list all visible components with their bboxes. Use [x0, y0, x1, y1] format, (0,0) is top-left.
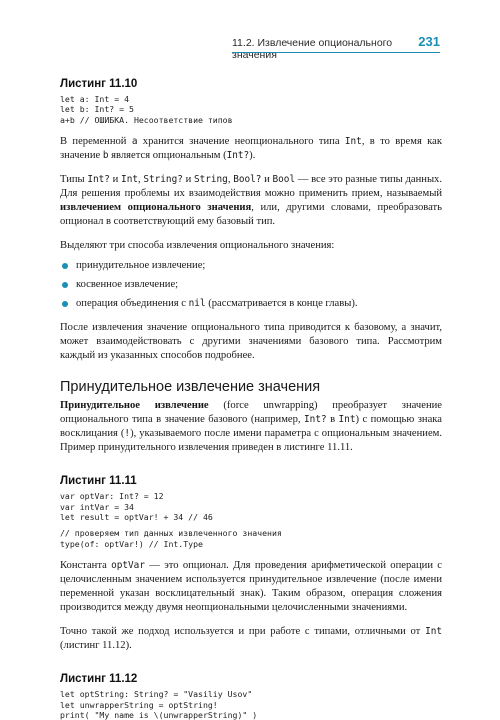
list-item: операция объединения с nil (рассматривается в конце главы).: [60, 297, 442, 311]
code-block: [60, 491, 442, 549]
bullet-icon: [62, 263, 68, 269]
bullet-icon: [62, 301, 68, 307]
listing-title: Листинг 11.12: [60, 673, 138, 686]
code-line: a+b // ОШИБКА. Несоответствие типов: [60, 114, 233, 125]
section-heading: Принудительное извлечение значения: [60, 379, 321, 396]
paragraph: Принудительное извлечение (force unwrapping) преобразует значение опционального типа в значение базового (например, Int? в Int) с помощью знака восклицания (!), указываемого после имени параметра с опциональным значением. Пример принудительного извлечения приведен в листинге 11.11.: [60, 400, 443, 454]
code-block: [60, 689, 442, 720]
page-number: 231: [418, 34, 440, 49]
bullet-icon: [62, 282, 68, 288]
code-block: [60, 94, 442, 125]
code-line: let unwrapperString = optString!: [60, 699, 218, 710]
code-line: let b: Int? = 5: [60, 104, 134, 115]
header-rule: [232, 52, 440, 53]
term-bold: Принудительное извлечение: [60, 400, 209, 412]
code-line: type(of: optVar!) // Int.Type: [60, 538, 203, 549]
paragraph: Типы Int? и Int, String? и String, Bool? и Bool — все это разные типы данных. Для решения проблемы их взаимодействия можно применить прием, называемый извлечением опционального значения, или, другими словами, преобразовать опционал в соответствующий ему базовый тип.: [60, 174, 443, 228]
paragraph: В переменной a хранится значение неопционального типа Int, в то время как значение b является опциональным (Int?).: [60, 136, 442, 162]
listing-title: Листинг 11.10: [60, 78, 138, 90]
code-line: var intVar = 34: [60, 501, 134, 512]
list-item: принудительное извлечение;: [60, 259, 442, 273]
page-content: [60, 60, 442, 720]
code-line: let result = optVar! + 34 // 46: [60, 512, 213, 523]
header-title: 11.2. Извлечение опционального значения: [232, 37, 393, 61]
list-item: косвенное извлечение;: [60, 278, 442, 292]
code-line: // проверяем тип данных извлеченного значения: [60, 528, 282, 539]
paragraph: Точно такой же подход используется и при работе с типами, отличными от Int (листинг 11.12).: [60, 626, 442, 652]
code-line: print( "My name is \(unwrapperString)" ): [60, 710, 258, 720]
code-line: var optVar: Int? = 12: [60, 491, 164, 502]
running-header: [232, 34, 440, 61]
code-line: let optString: String? = "Vasiliy Usov": [60, 689, 253, 700]
term-bold: извлечением опционального значения: [60, 202, 252, 214]
code-line: let a: Int = 4: [60, 94, 130, 104]
paragraph: После извлечения значение опционального типа приводится к базовому, а значит, может взаимодействовать с другими значениями базового типа. Рассмотрим каждый из указанных способов подробнее.: [60, 322, 442, 362]
paragraph: Константа optVar — это опционал. Для проведения арифметической операции с целочисленным значением используется принудительное извлечение (после имени переменной указан восклицательный знак). Таким образом, операция сложения производится между двумя неопциональными целочисленными значениями.: [60, 560, 442, 614]
bullet-list: [60, 259, 442, 311]
paragraph: Выделяют три способа извлечения опционального значения:: [60, 240, 335, 252]
listing-title: Листинг 11.11: [60, 475, 137, 488]
